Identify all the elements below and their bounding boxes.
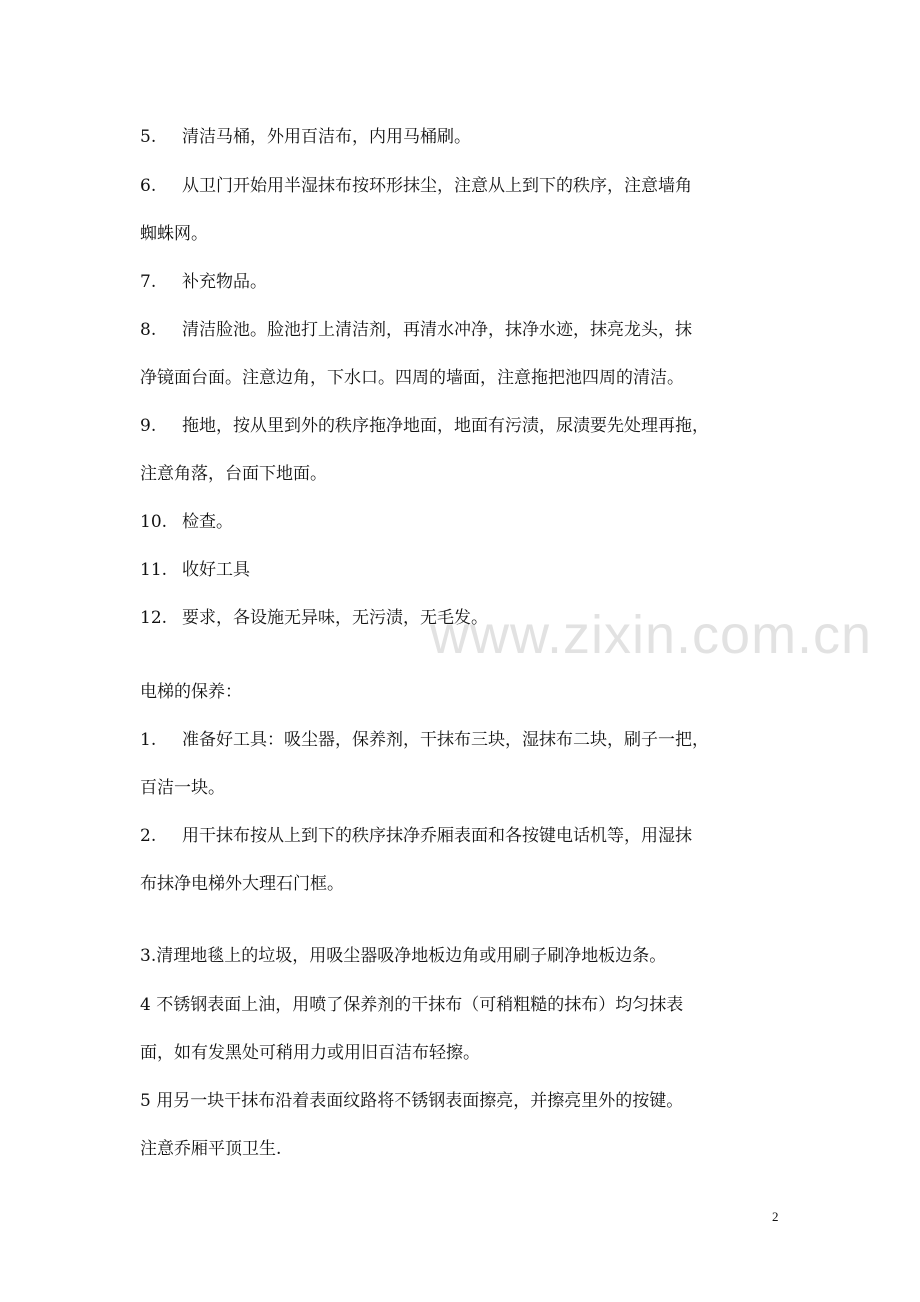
item-text: 补充物品。 [182, 272, 267, 292]
item-text: 检查。 [182, 512, 233, 532]
item-text: 收好工具 [182, 560, 250, 580]
item-text: 要求，各设施无异味，无污渍，无毛发。 [182, 608, 488, 628]
list-item [140, 414, 709, 438]
item-text-continuation: 蜘蛛网。 [140, 224, 208, 244]
list-item [140, 270, 267, 294]
item-text-continuation: 净镜面台面。注意边角，下水口。四周的墙面，注意拖把池四周的清洁。 [140, 368, 684, 388]
watermark: www.zixin.com.cn [430, 605, 873, 665]
item-number: 10. [140, 512, 168, 532]
paragraph-continuation: 注意乔厢平顶卫生. [140, 1139, 282, 1159]
list-item [140, 318, 692, 342]
list-item [140, 558, 250, 582]
paragraph: 4 不锈钢表面上油，用喷了保养剂的干抹布（可稍粗糙的抹布）均匀抹表 [140, 995, 684, 1015]
item-number: 7. [140, 272, 157, 292]
item-number: 2. [140, 826, 157, 846]
list-item [140, 174, 692, 198]
item-text: 从卫门开始用半湿抹布按环形抹尘，注意从上到下的秩序，注意墙角 [182, 176, 692, 196]
list-item [140, 510, 233, 534]
item-text-continuation: 布抹净电梯外大理石门框。 [140, 874, 344, 894]
section-title: 电梯的保养： [140, 682, 242, 702]
item-number: 9. [140, 416, 157, 436]
item-text: 准备好工具：吸尘器，保养剂，干抹布三块，湿抹布二块，刷子一把， [182, 730, 709, 750]
item-number: 11. [140, 560, 168, 580]
item-number: 12. [140, 608, 168, 628]
item-number: 5. [140, 127, 157, 147]
list-item [140, 728, 709, 752]
list-item [140, 824, 692, 848]
list-item [140, 125, 471, 149]
item-text: 用干抹布按从上到下的秩序抹净乔厢表面和各按键电话机等，用湿抹 [182, 826, 692, 846]
item-text: 清洁脸池。脸池打上清洁剂，再清水冲净，抹净水迹，抹亮龙头，抹 [182, 320, 692, 340]
item-text-continuation: 百洁一块。 [140, 778, 225, 798]
page-number: 2 [772, 1209, 779, 1224]
item-number: 1. [140, 730, 157, 750]
item-text: 拖地，按从里到外的秩序拖净地面，地面有污渍，尿渍要先处理再拖， [182, 416, 709, 436]
paragraph: 3.清理地毯上的垃圾，用吸尘器吸净地板边角或用刷子刷净地板边条。 [140, 946, 667, 966]
item-number: 6. [140, 176, 157, 196]
paragraph-continuation: 面，如有发黑处可稍用力或用旧百洁布轻擦。 [140, 1043, 480, 1063]
item-text: 清洁马桶，外用百洁布，内用马桶刷。 [182, 127, 471, 147]
item-text-continuation: 注意角落，台面下地面。 [140, 464, 327, 484]
paragraph: 5 用另一块干抹布沿着表面纹路将不锈钢表面擦亮，并擦亮里外的按键。 [140, 1091, 684, 1111]
item-number: 8. [140, 320, 157, 340]
